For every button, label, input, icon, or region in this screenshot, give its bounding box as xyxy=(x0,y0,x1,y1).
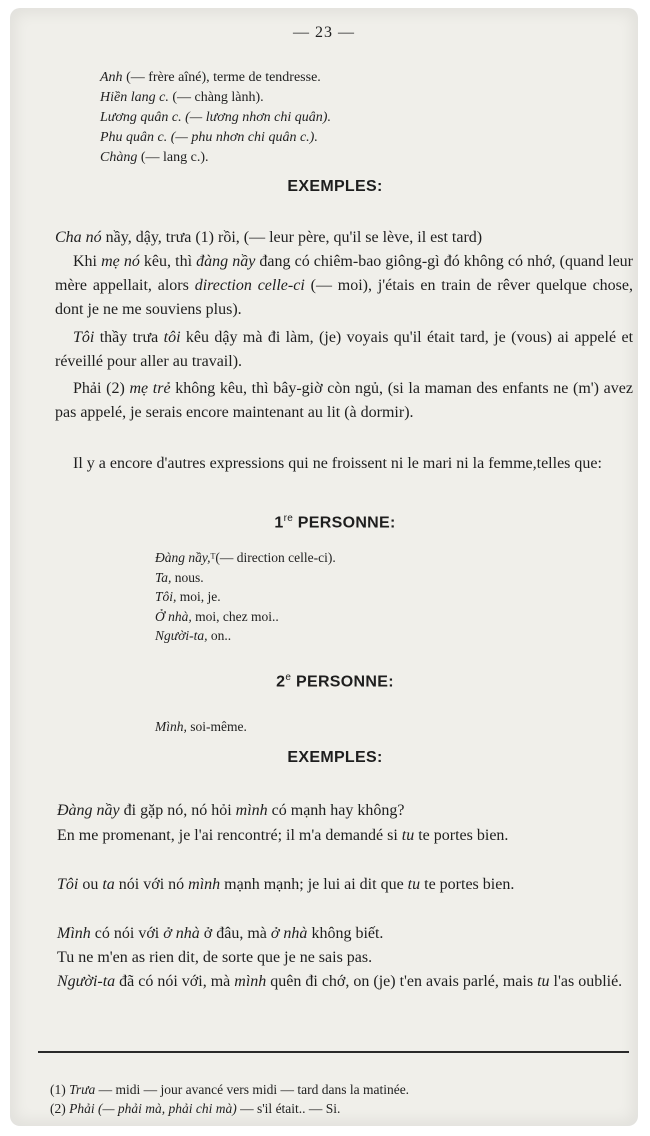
paragraph: Khi mẹ nó kêu, thì đàng nầy đang có chiêm-bao giông-gì đó không có nhớ, (quand leur mère appellait, alors direction celle-ci (— moi), j'étais en train de rêver quelque chose, dont je ne me souviens plus). xyxy=(55,253,634,318)
heading-1re-personne: 1re PERSONNE: xyxy=(274,513,396,532)
paragraph: Tu ne m'en as rien dit, de sorte que je ne sais pas. xyxy=(57,949,373,966)
entry: Lương quân c. (— lương nhơn chi quân). xyxy=(100,110,331,125)
heading-2e-personne: 2e PERSONNE: xyxy=(276,672,394,691)
paragraph: Tôi ou ta nói với nó mình mạnh mạnh; je lui ai dit que tu te portes bien. xyxy=(57,876,515,893)
paragraph: Tôi thầy trưa tôi kêu dậy mà đi làm, (je) voyais qu'il était tard, je (vous) ai appelé et réveillé pour aller au travail). xyxy=(55,329,634,370)
paragraph: Phải (2) mẹ trẻ không kêu, thì bây-giờ còn ngủ, (si la maman des enfants ne (m') avez pas appelé, je serais encore maintenant au lit (à dormir). xyxy=(55,380,633,421)
entry: Hiền lang c. (— chàng lành). xyxy=(100,90,264,105)
document-page xyxy=(10,8,638,1126)
entry: Chàng (— lang c.). xyxy=(100,150,209,165)
paragraph: Đàng nầy đi gặp nó, nó hỏi mình có mạnh hay không? xyxy=(57,802,405,819)
pronoun-list-1re xyxy=(155,548,336,646)
entry: Phu quân c. (— phu nhơn chi quân c.). xyxy=(100,130,318,145)
footnote-divider xyxy=(38,1051,629,1053)
paragraph: Người-ta đã có nói với, mà mình quên đi chớ, on (je) t'en avais parlé, mais tu l'as oublié. xyxy=(57,973,623,990)
list-item: Đàng nầy,ᵀ(— direction celle-ci). xyxy=(155,550,336,565)
list-item: Mình, soi-même. xyxy=(155,719,247,734)
list-item: Ở nhà, moi, chez moi.. xyxy=(155,608,279,624)
pronoun-list-2e xyxy=(155,717,247,737)
paragraph: En me promenant, je l'ai rencontré; il m'a demandé si tu te portes bien. xyxy=(57,827,509,844)
footnote: (2) Phải (— phải mà, phải chi mà) — s'il était.. — Si. xyxy=(50,1101,341,1116)
term-entries xyxy=(100,68,331,168)
footnote: (1) Trưa — midi — jour avancé vers midi — tard dans la matinée. xyxy=(50,1082,410,1097)
page-number: — 23 — xyxy=(293,24,355,41)
list-item: Người-ta, on.. xyxy=(155,628,232,643)
list-item: Ta, nous. xyxy=(155,569,204,585)
heading-exemples: EXEMPLES: xyxy=(287,749,383,766)
footnotes xyxy=(50,1080,409,1118)
entry: Anh (— frère aîné), terme de tendresse. xyxy=(100,70,321,85)
heading-exemples: EXEMPLES: xyxy=(287,178,383,195)
paragraph: Cha nó nầy, dậy, trưa (1) rồi, (— leur père, qu'il se lève, il est tard) xyxy=(55,229,483,246)
list-item: Tôi, moi, je. xyxy=(155,589,221,604)
paragraph: Il y a encore d'autres expressions qui ne froissent ni le mari ni la femme,telles que: xyxy=(73,455,602,472)
paragraph: Mình có nói với ở nhà ở đâu, mà ở nhà không biết. xyxy=(57,925,384,942)
